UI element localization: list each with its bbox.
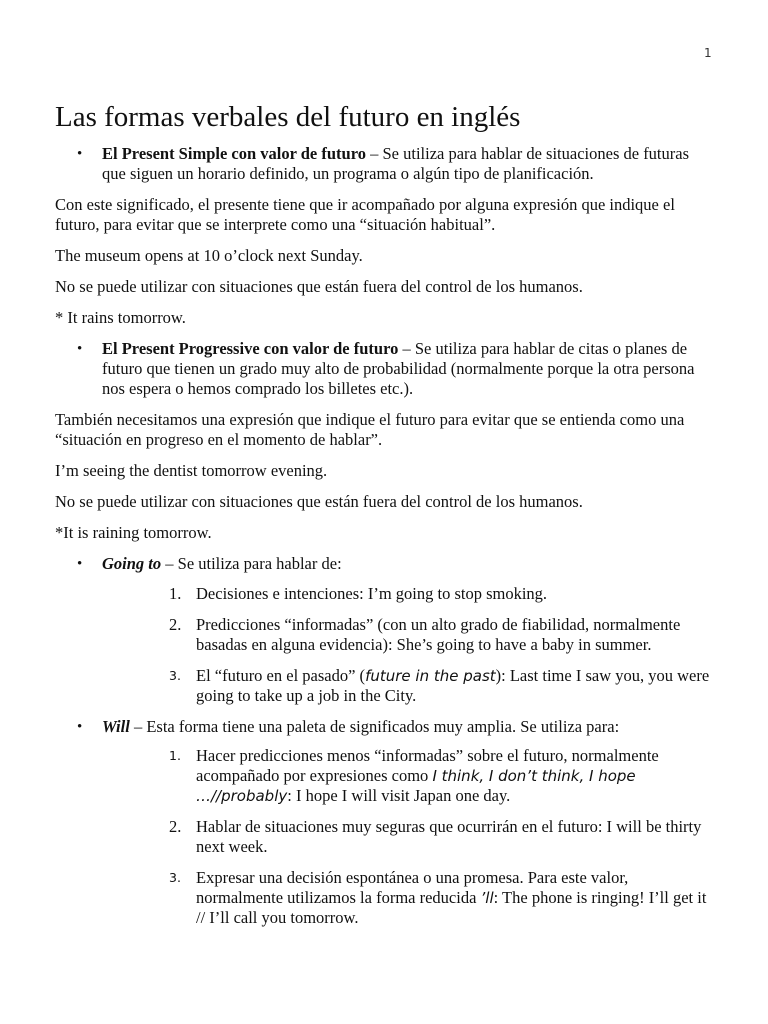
list-number: 1.	[169, 748, 181, 763]
list-number: 3.	[169, 668, 181, 683]
list-item	[55, 868, 715, 928]
example-sentence: * It rains tomorrow.	[55, 308, 186, 327]
heading-going-to: Going to	[102, 554, 162, 573]
paragraph: No se puede utilizar con situaciones que están fuera del control de los humanos.	[55, 492, 583, 511]
list-text: Decisiones e intenciones: I’m going to stop smoking.	[196, 584, 548, 603]
list-italic: ’ll	[480, 889, 494, 907]
going-to-sublist	[55, 584, 715, 706]
list-item-present-simple	[55, 144, 715, 184]
desc-will: – Esta forma tiene una paleta de significados muy amplia. Se utiliza para:	[129, 717, 620, 736]
list-item	[55, 615, 715, 655]
list-item-going-to	[55, 554, 715, 574]
list-item-will	[55, 717, 715, 737]
list-text: El “futuro en el pasado” (	[196, 666, 366, 685]
will-sublist	[55, 746, 715, 928]
list-number: 2.	[169, 615, 182, 634]
example-sentence: *It is raining tomorrow.	[55, 523, 212, 542]
desc-present-progressive: – Se utiliza para hablar de citas o planes de futuro que tienen un grado muy alto de probabilidad (normalmente porque la otra persona nos espera o hemos comprado los billetes etc.).	[102, 339, 695, 398]
bullet-list	[55, 144, 715, 184]
heading-present-simple: El Present Simple con valor de futuro	[102, 144, 366, 163]
heading-present-progressive: El Present Progressive con valor de futuro	[102, 339, 399, 358]
paragraph: También necesitamos una expresión que indique el futuro para evitar que se entienda como una “situación en progreso en el momento de hablar”.	[55, 410, 685, 449]
list-italic: I think, I don’t think, I hope …//probably	[196, 767, 636, 805]
list-text: Expresar una decisión espontánea o una promesa. Para este valor, normalmente utilizamos la forma reducida	[196, 868, 629, 907]
list-item	[55, 584, 715, 604]
list-text: : The phone is ringing! I’ll get it // I’ll call you tomorrow.	[196, 888, 707, 927]
list-item	[55, 817, 715, 857]
list-text: : I hope I will visit Japan one day.	[287, 786, 511, 805]
document-body	[55, 100, 715, 939]
list-number: 3.	[169, 870, 181, 885]
paragraph: Con este significado, el presente tiene que ir acompañado por alguna expresión que indique el futuro, para evitar que se interprete como una “situación habitual”.	[55, 195, 675, 234]
page-title: Las formas verbales del futuro en inglés	[55, 101, 521, 133]
example-sentence: I’m seeing the dentist tomorrow evening.	[55, 461, 328, 480]
list-item	[55, 746, 715, 806]
bullet-list	[55, 554, 715, 574]
list-text: Hacer predicciones menos “informadas” sobre el futuro, normalmente acompañado por expresiones como	[196, 746, 659, 785]
example-sentence: The museum opens at 10 o’clock next Sunday.	[55, 246, 363, 265]
bullet-list	[55, 339, 715, 399]
desc-present-simple: – Se utiliza para hablar de situaciones de futuras que siguen un horario definido, un programa o algún tipo de planificación.	[102, 144, 690, 183]
list-number: 2.	[169, 817, 182, 836]
list-item	[55, 666, 715, 706]
paragraph: No se puede utilizar con situaciones que están fuera del control de los humanos.	[55, 277, 583, 296]
bullet-list	[55, 717, 715, 737]
list-number: 1.	[169, 584, 182, 603]
page-number: 1	[704, 46, 712, 60]
list-text: Predicciones “informadas” (con un alto grado de fiabilidad, normalmente basadas en alguna evidencia): She’s going to have a baby in summer.	[196, 615, 681, 654]
list-text: ): Last time I saw you, you were going to take up a job in the City.	[196, 666, 710, 705]
heading-will: Will	[102, 717, 130, 736]
list-item-present-progressive	[55, 339, 715, 399]
list-text: Hablar de situaciones muy seguras que ocurrirán en el futuro: I will be thirty next week.	[196, 817, 702, 856]
list-italic: future in the past	[365, 667, 496, 685]
desc-going-to: – Se utiliza para hablar de:	[161, 554, 342, 573]
